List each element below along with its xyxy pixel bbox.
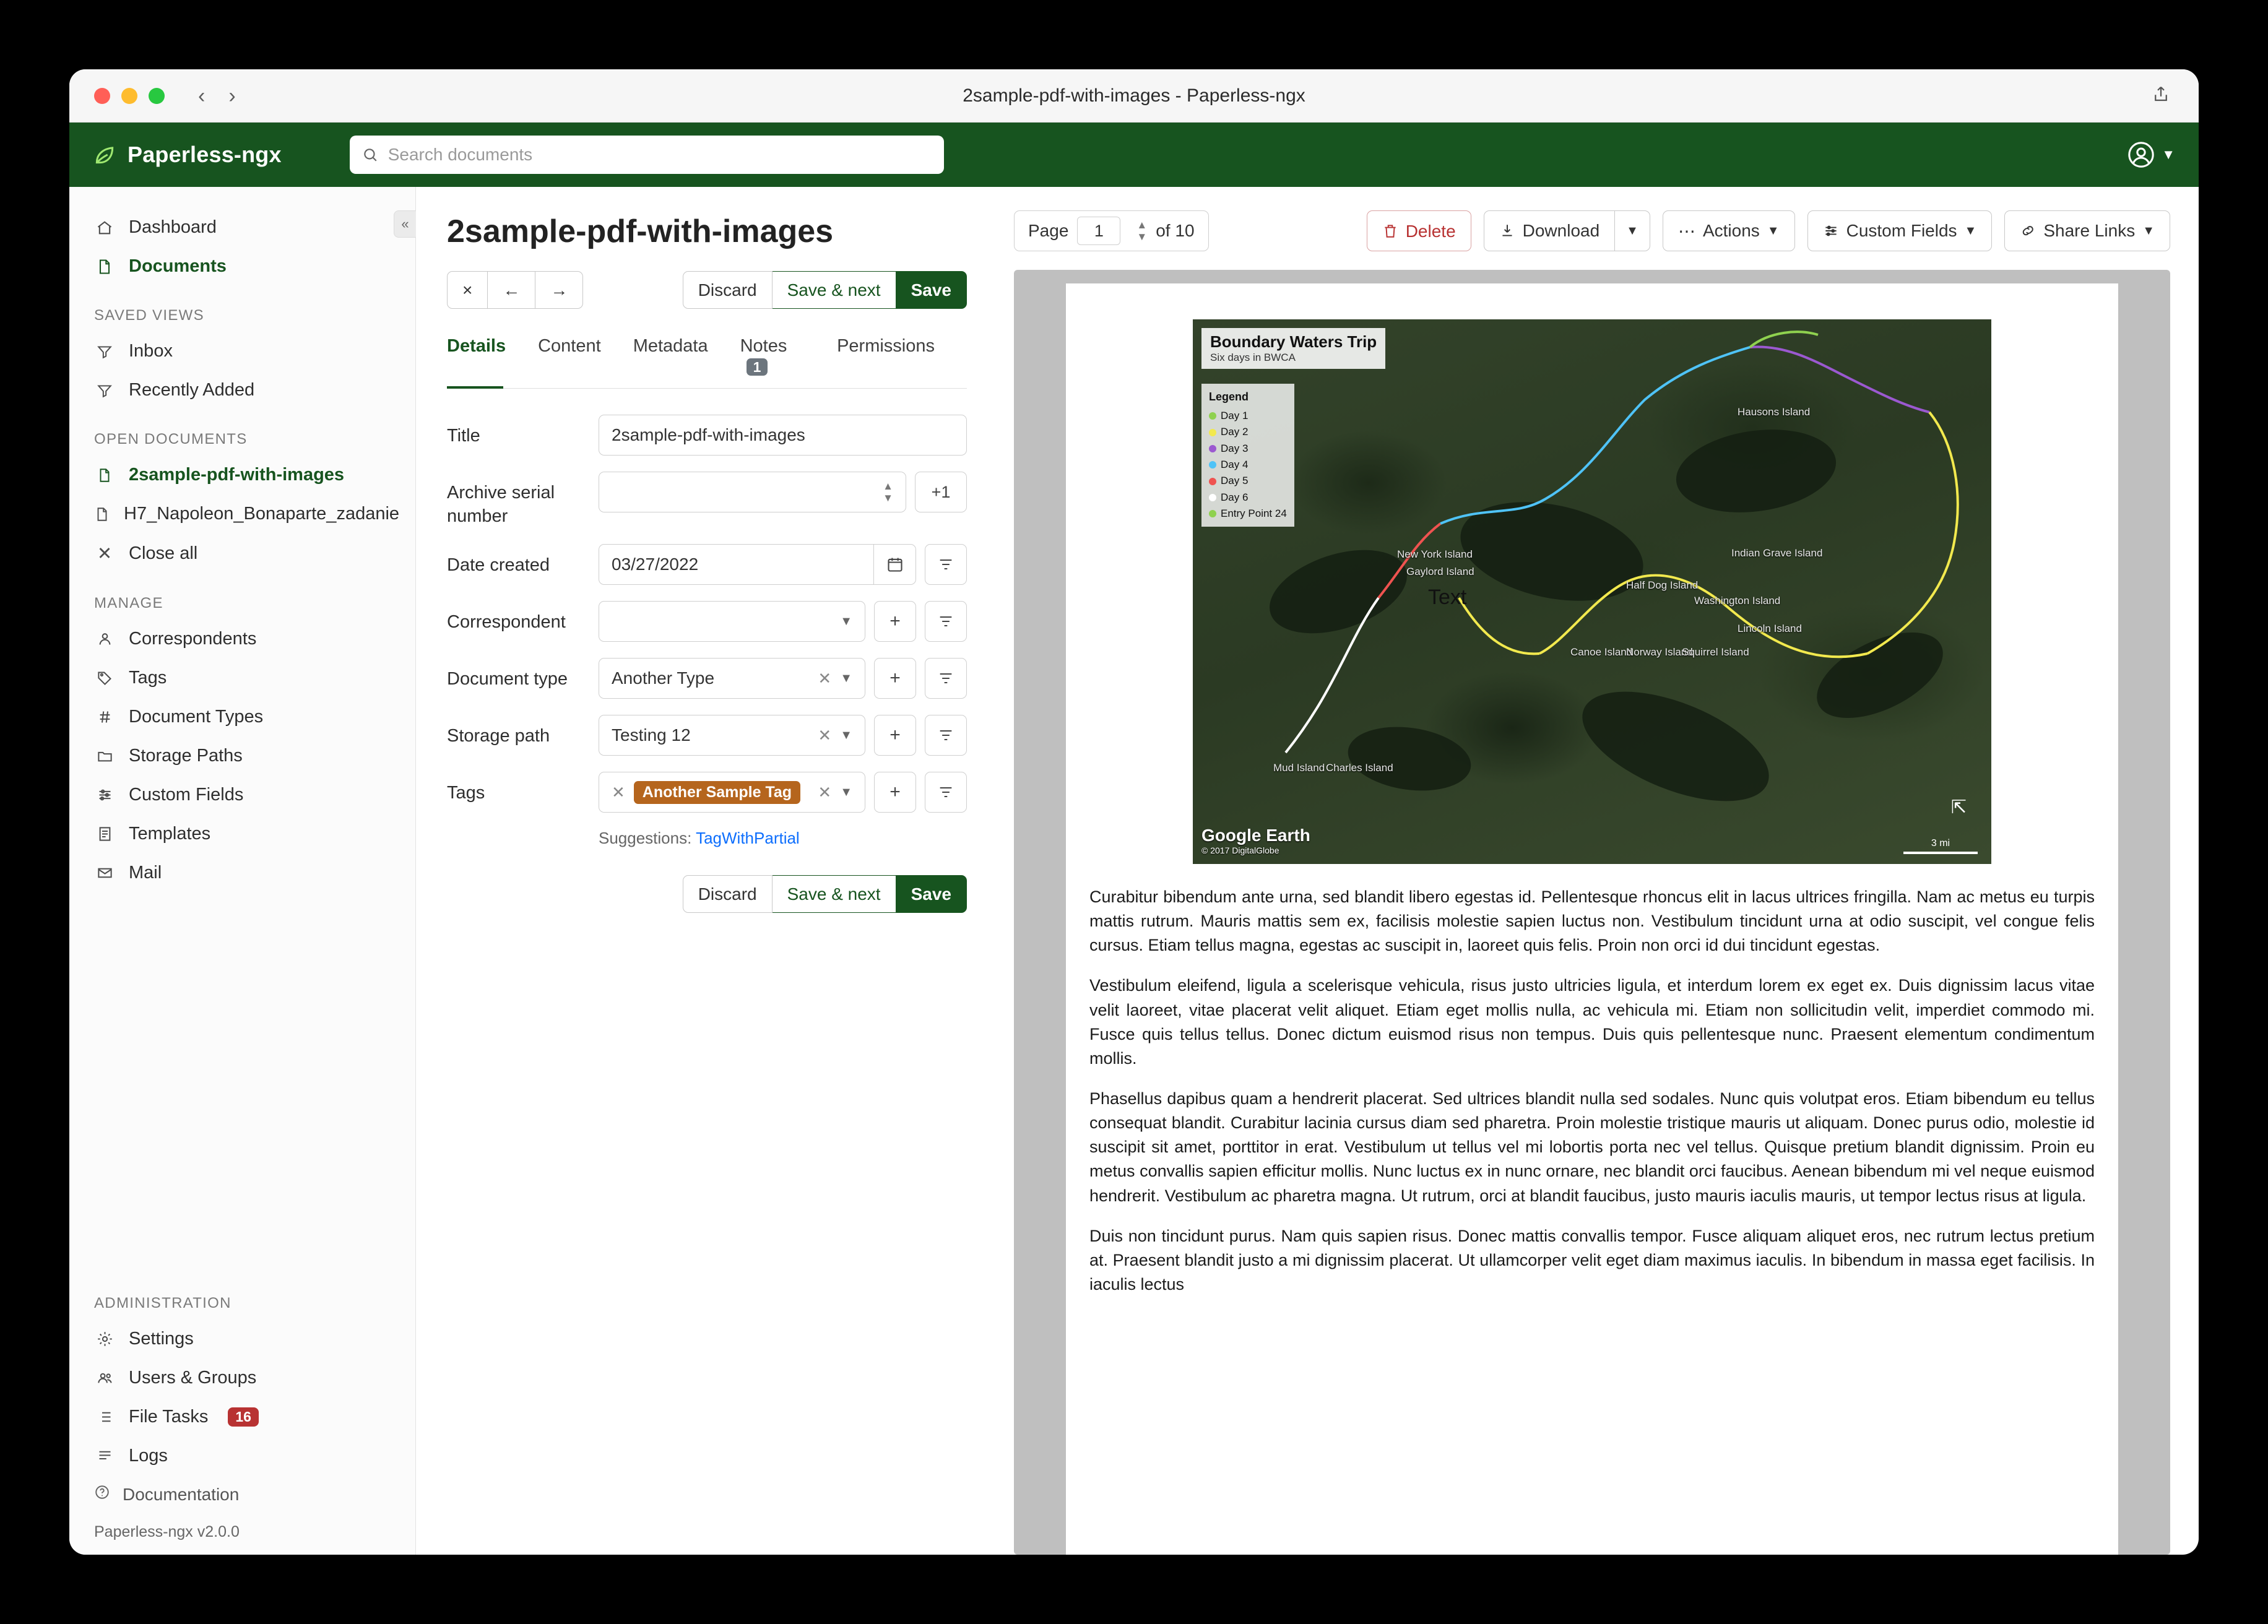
chevron-down-icon[interactable]: ▼ <box>840 785 852 799</box>
sidebar-item-label: Recently Added <box>129 380 255 400</box>
filter-icon <box>937 727 954 744</box>
map-scale-label: 3 mi <box>1931 838 1950 849</box>
delete-button[interactable] <box>1367 210 1471 251</box>
tags-filter-button[interactable] <box>925 772 967 813</box>
download-label: Download <box>1522 221 1600 240</box>
funnel-icon <box>94 382 115 399</box>
app-body <box>69 187 2199 1555</box>
tab-label: Permissions <box>837 336 935 356</box>
map-label: Squirrel Island <box>1682 646 1749 658</box>
search-box[interactable] <box>350 136 944 174</box>
trash-icon <box>1382 223 1398 239</box>
tab-notes[interactable] <box>740 330 820 388</box>
custom-fields-menu-button[interactable] <box>1807 210 1993 251</box>
app-brand-label: Paperless-ngx <box>128 142 282 167</box>
map-title: Boundary Waters Trip <box>1210 332 1377 351</box>
page-label: Page <box>1028 221 1069 240</box>
tag-icon <box>94 670 115 686</box>
sidebar-item-label: File Tasks <box>129 1407 209 1427</box>
document-type-select[interactable] <box>599 658 865 699</box>
field-correspondent <box>447 601 967 642</box>
title-input-value: 2sample-pdf-with-images <box>612 425 805 444</box>
map-title-box <box>1201 328 1385 369</box>
chevron-down-icon[interactable]: ▼ <box>2162 147 2175 162</box>
leaf-logo-icon <box>93 143 116 166</box>
document-paragraph: Vestibulum eleifend, ligula a scelerisque vehicula, risus justo ultricies ligula, et interdum lorem ex eget ex. Duis dignissim lacus vitae velit laoreet, vitae placerat velit aliquet. Etiam eget mollis nulla, ac vehicula mi. Etiam non sollicitudin velit, imperdiet commodo mi. Fusce quis tellus tellus. Donec dictum euismod risus non tempus. Duis quis pellentesque nunc. Praesent elementum condimentum mollis. <box>1089 976 2095 1068</box>
save-button-bottom[interactable]: Save <box>896 875 967 913</box>
list-icon <box>94 1409 115 1425</box>
file-icon <box>94 467 115 483</box>
tab-content[interactable] <box>538 330 616 388</box>
link-icon <box>2020 223 2036 239</box>
search-icon <box>362 147 378 163</box>
field-date-label: Date created <box>447 555 550 576</box>
app-version: Paperless-ngx v2.0.0 <box>94 1523 240 1540</box>
correspondent-filter-button[interactable] <box>925 601 967 642</box>
legend-item: Day 5 <box>1221 475 1249 487</box>
file-icon <box>94 506 110 522</box>
sidebar-section-administration: ADMINISTRATION <box>94 1295 232 1311</box>
map-attribution-copyright: © 2017 DigitalGlobe <box>1201 845 1279 855</box>
folder-icon <box>94 748 115 764</box>
sidebar-item-label: 2sample-pdf-with-images <box>129 465 345 485</box>
document-paragraph: Phasellus dapibus quam a hendrerit placerat. Sed ultrices blandit nulla sed sodales. Nunc quis volutpat eros. Etiam bibendum eu tellus consequat blandit. Curabitur lacinia cursus diam sed pharetra. Proin molestie tristique mauris ut aliquam. Donec purus odio, molestie id suscipit sit amet, porttitor in erat. Vestibulum ut tellus vel mi lobortis porta nec vel tellus. Quisque pretium blandit dignissim. Proin eu metus convallis sapien efficitur mollis. Nunc luctus ex in nunc ornare, nec blandit orci faucibus. Aenean bibendum mi vel neque euismod hendrerit. Vestibulum ac pharetra magna. Ut rutrum, orci at blandit faucibus, justo mauris iaculis mauris, ut tempor lectus risus at ligula. <box>1089 1089 2095 1205</box>
documentation-link[interactable] <box>94 1475 391 1513</box>
filter-icon <box>937 784 954 801</box>
window-title: 2sample-pdf-with-images - Paperless-ngx <box>963 85 1305 106</box>
sidebar-item-label: Storage Paths <box>129 746 243 766</box>
chevron-down-icon: ▼ <box>2142 223 2155 238</box>
tab-label: Metadata <box>633 336 708 356</box>
compass-icon: ⇱ <box>1950 797 1967 818</box>
field-document-type <box>447 658 967 699</box>
legend-item: Day 4 <box>1221 458 1249 470</box>
date-created-value: 03/27/2022 <box>612 555 699 574</box>
file-tasks-badge: 16 <box>228 1407 259 1427</box>
page-navigator[interactable] <box>1014 210 1209 251</box>
map-label: Washington Island <box>1694 595 1781 607</box>
sidebar-section-saved-views: SAVED VIEWS <box>94 307 204 324</box>
asn-input[interactable] <box>599 472 906 512</box>
editor-action-row-bottom <box>447 875 967 913</box>
close-document-button[interactable]: × <box>447 271 488 309</box>
map-label: Gaylord Island <box>1406 566 1474 577</box>
tab-details[interactable] <box>447 330 521 388</box>
storage-path-select[interactable] <box>599 715 865 756</box>
download-group[interactable] <box>1484 210 1650 251</box>
notes-count-badge: 1 <box>747 358 768 376</box>
chevron-down-icon[interactable]: ▼ <box>840 728 852 742</box>
field-date-created <box>447 544 967 585</box>
legend-item: Entry Point 24 <box>1221 507 1287 519</box>
sliders-icon <box>1823 223 1839 239</box>
add-tag-button[interactable]: + <box>874 772 916 813</box>
save-actions-group-top[interactable] <box>683 271 967 309</box>
person-icon <box>94 631 115 647</box>
main-content <box>416 187 2199 1555</box>
tag-suggestions <box>599 829 967 848</box>
title-input[interactable] <box>599 415 967 456</box>
sidebar-item-users-groups[interactable] <box>69 1358 415 1397</box>
legend-title: Legend <box>1209 391 1249 403</box>
actions-label: Actions <box>1702 221 1760 240</box>
map-scale-bar <box>1903 838 1978 854</box>
preview-toolbar <box>1014 210 2170 251</box>
chevron-down-icon: ▼ <box>1626 223 1638 238</box>
sidebar-item-label: Tags <box>129 668 167 688</box>
chevron-down-icon[interactable]: ▼ <box>840 614 852 628</box>
legend-item: Day 1 <box>1221 409 1249 421</box>
document-paragraph: Curabitur bibendum ante urna, sed blandit libero egestas id. Pellentesque rhoncus elit in lacus ultrices fringilla. Nam ac metus eu turpis mattis rutrum. Mauris mattis sem ex, facilisis molestie sapien luctus non. Vestibulum tincidunt urna at odio suscipit, vel congue felis cursus. Etiam tellus magna, egestas ac suscipit in, laoreet quis felis. Proin non orci id dui tincidunt egestas. <box>1089 888 2095 955</box>
tab-label: Notes <box>740 336 787 356</box>
clear-storage-path-icon[interactable]: ✕ <box>818 725 832 745</box>
hash-icon <box>94 709 115 725</box>
legend-item: Day 6 <box>1221 491 1249 503</box>
sidebar-item-templates[interactable] <box>69 814 415 853</box>
sidebar-item-label: Correspondents <box>129 629 257 649</box>
storage-path-value: Testing 12 <box>612 725 691 745</box>
sidebar-item-label: Mail <box>129 863 162 883</box>
people-icon <box>94 1370 115 1386</box>
chevron-down-icon: ▼ <box>1767 223 1780 238</box>
page-stepper[interactable]: ▲ ▼ <box>1136 219 1148 243</box>
sidebar-item-mail[interactable] <box>69 853 415 892</box>
sidebar-section-open-documents: OPEN DOCUMENTS <box>94 431 248 447</box>
page-number-input[interactable]: 1 <box>1077 217 1120 245</box>
terminal-icon <box>94 1448 115 1464</box>
sidebar-item-label: Inbox <box>129 341 173 361</box>
field-asn-label: Archive serial number <box>447 483 555 526</box>
funnel-icon <box>94 343 115 360</box>
custom-fields-label: Custom Fields <box>1846 221 1957 240</box>
sidebar-item-label: Logs <box>129 1446 168 1466</box>
sidebar-item-logs[interactable] <box>69 1436 415 1475</box>
save-button[interactable]: Save <box>896 271 967 309</box>
sidebar-item-open-doc-2[interactable] <box>69 495 415 533</box>
save-and-next-button[interactable]: Save & next <box>773 271 896 309</box>
actions-menu-button[interactable] <box>1663 210 1795 251</box>
field-title <box>447 415 967 456</box>
suggestions-label: Suggestions: <box>599 829 692 848</box>
app-header <box>69 123 2199 187</box>
map-label: Half Dog Island <box>1626 579 1699 591</box>
next-document-button[interactable]: → <box>535 271 583 309</box>
app-window <box>69 69 2199 1555</box>
sidebar-item-label: Dashboard <box>129 217 217 237</box>
date-filter-button[interactable] <box>925 544 967 585</box>
map-label: Indian Grave Island <box>1731 547 1823 559</box>
envelope-icon <box>94 865 115 881</box>
save-actions-group-bottom[interactable] <box>683 875 967 913</box>
field-storage-path <box>447 715 967 756</box>
question-circle-icon <box>94 1484 110 1505</box>
download-icon <box>1499 223 1515 239</box>
editor-action-row <box>447 271 967 309</box>
tab-metadata[interactable] <box>633 330 723 388</box>
sidebar-item-dashboard[interactable] <box>69 208 415 247</box>
add-correspondent-button[interactable]: + <box>874 601 916 642</box>
share-links-label: Share Links <box>2043 221 2136 240</box>
tags-select[interactable] <box>599 772 865 813</box>
document-type-value: Another Type <box>612 668 715 688</box>
sidebar-item-document-types[interactable] <box>69 698 415 736</box>
field-correspondent-label: Correspondent <box>447 612 566 633</box>
page-title: 2sample-pdf-with-images <box>447 214 834 249</box>
legend-item: Day 2 <box>1221 426 1249 438</box>
suggestion-tagwithpartial[interactable]: TagWithPartial <box>696 829 800 848</box>
sliders-icon <box>94 787 115 803</box>
document-type-filter-button[interactable] <box>925 658 967 699</box>
map-overlay-text: Text <box>1428 585 1467 609</box>
sidebar-item-recently-added[interactable] <box>69 371 415 410</box>
asn-stepper[interactable]: ▲ ▼ <box>883 480 893 504</box>
clear-document-type-icon[interactable]: ✕ <box>818 668 832 688</box>
tab-label: Content <box>538 336 601 356</box>
sidebar-item-file-tasks[interactable] <box>69 1397 415 1436</box>
pdf-page <box>1066 283 2118 1555</box>
date-created-input[interactable] <box>599 544 874 585</box>
sidebar-item-settings[interactable] <box>69 1320 415 1358</box>
sidebar-item-label: Custom Fields <box>129 785 244 805</box>
tab-label: Details <box>447 336 506 356</box>
calendar-picker-button[interactable] <box>874 544 916 585</box>
editor-tabs <box>447 330 967 389</box>
sidebar <box>69 187 416 1555</box>
add-storage-path-button[interactable]: + <box>874 715 916 756</box>
document-edit-pane <box>416 187 998 1555</box>
calendar-icon <box>886 556 904 573</box>
gear-icon <box>94 1331 115 1347</box>
filter-icon <box>937 613 954 630</box>
field-title-label: Title <box>447 426 480 446</box>
sidebar-item-close-all[interactable] <box>69 533 415 574</box>
sidebar-item-correspondents[interactable] <box>69 620 415 659</box>
remove-tag-icon[interactable]: ✕ <box>612 782 625 801</box>
search-input[interactable] <box>387 144 932 165</box>
sidebar-item-inbox[interactable] <box>69 332 415 371</box>
field-storage-path-label: Storage path <box>447 726 550 746</box>
field-archive-serial-number <box>447 472 967 528</box>
map-attribution-label: Google Earth <box>1201 826 1310 845</box>
map-label: New York Island <box>1397 548 1473 560</box>
document-preview-pane <box>998 187 2199 1555</box>
map-routes-overlay <box>1193 319 1991 864</box>
asn-auto-button[interactable]: +1 <box>915 472 967 512</box>
download-button[interactable] <box>1484 210 1616 251</box>
filter-icon <box>937 670 954 687</box>
discard-button-bottom[interactable]: Discard <box>683 875 773 913</box>
sidebar-collapse-button[interactable]: « <box>394 210 416 238</box>
legend-item: Day 3 <box>1221 442 1249 454</box>
map-subtitle: Six days in BWCA <box>1210 352 1296 364</box>
sidebar-item-tags[interactable] <box>69 659 415 698</box>
chevron-down-icon[interactable]: ▼ <box>840 671 852 685</box>
map-label: Hausons Island <box>1738 406 1811 418</box>
map-label: Norway Island <box>1626 646 1693 658</box>
field-document-type-label: Document type <box>447 669 568 689</box>
discard-button[interactable]: Discard <box>683 271 773 309</box>
close-icon: ✕ <box>97 544 113 564</box>
pdf-viewer[interactable] <box>1014 270 2170 1555</box>
storage-path-filter-button[interactable] <box>925 715 967 756</box>
sidebar-item-custom-fields[interactable] <box>69 775 415 814</box>
sidebar-item-label: Users & Groups <box>129 1368 257 1388</box>
tag-chip[interactable]: Another Sample Tag <box>634 781 800 804</box>
field-tags <box>447 772 967 813</box>
previous-document-button[interactable]: ← <box>488 271 535 309</box>
documentation-label: Documentation <box>123 1484 240 1504</box>
page-icon <box>94 826 115 842</box>
app-brand[interactable] <box>93 142 282 168</box>
field-tags-label: Tags <box>447 783 485 803</box>
correspondent-select[interactable] <box>599 601 865 642</box>
documents-icon <box>94 258 115 275</box>
map-label: Charles Island <box>1326 762 1393 774</box>
home-icon <box>94 219 115 236</box>
download-options-button[interactable] <box>1615 210 1650 251</box>
map-label: Mud Island <box>1273 762 1325 774</box>
sidebar-item-storage-paths[interactable] <box>69 736 415 775</box>
ellipsis-icon: ⋯ <box>1677 221 1695 241</box>
back-icon[interactable]: ‹ <box>198 84 206 108</box>
map-label: Canoe Island <box>1570 646 1633 658</box>
user-avatar-icon <box>2127 140 2155 169</box>
save-and-next-button-bottom[interactable]: Save & next <box>773 875 896 913</box>
sidebar-item-label: Templates <box>129 824 211 844</box>
window-titlebar <box>69 69 2199 123</box>
sidebar-section-manage: MANAGE <box>94 595 163 611</box>
sidebar-item-open-doc-1[interactable] <box>69 456 415 495</box>
document-map-image <box>1193 319 1991 864</box>
map-legend <box>1201 384 1294 527</box>
document-nav-group[interactable] <box>447 271 583 309</box>
sidebar-item-documents[interactable] <box>69 247 415 286</box>
forward-icon[interactable]: › <box>228 84 236 108</box>
map-label: Lincoln Island <box>1738 623 1802 634</box>
filter-icon <box>937 556 954 573</box>
sidebar-item-label: Close all <box>129 543 198 563</box>
add-document-type-button[interactable]: + <box>874 658 916 699</box>
sidebar-item-label: Documents <box>129 256 227 276</box>
clear-tags-icon[interactable]: ✕ <box>818 782 832 801</box>
map-attribution <box>1201 826 1310 855</box>
page-count-label: of 10 <box>1156 221 1195 240</box>
chevron-down-icon: ▼ <box>1964 223 1977 238</box>
sidebar-item-label: H7_Napoleon_Bonaparte_zadanie <box>124 504 400 524</box>
user-menu[interactable] <box>2127 140 2175 169</box>
sidebar-item-label: Settings <box>129 1329 194 1349</box>
delete-label: Delete <box>1405 221 1456 241</box>
document-paragraph: Duis non tincidunt purus. Nam quis sapien risus. Donec mattis convallis tempor. Fusce aliquam aliquet eros, nec rutrum lectus pretium at. Praesent blandit justo a mi dignissim placerat. Ut ullamcorper velit eget diam maximus iaculis. In bibendum in massa eget facilisis. In iaculis lectus <box>1089 1226 2095 1294</box>
tab-permissions[interactable] <box>837 330 950 388</box>
sidebar-item-label: Document Types <box>129 707 264 727</box>
share-links-menu-button[interactable] <box>2004 210 2170 251</box>
